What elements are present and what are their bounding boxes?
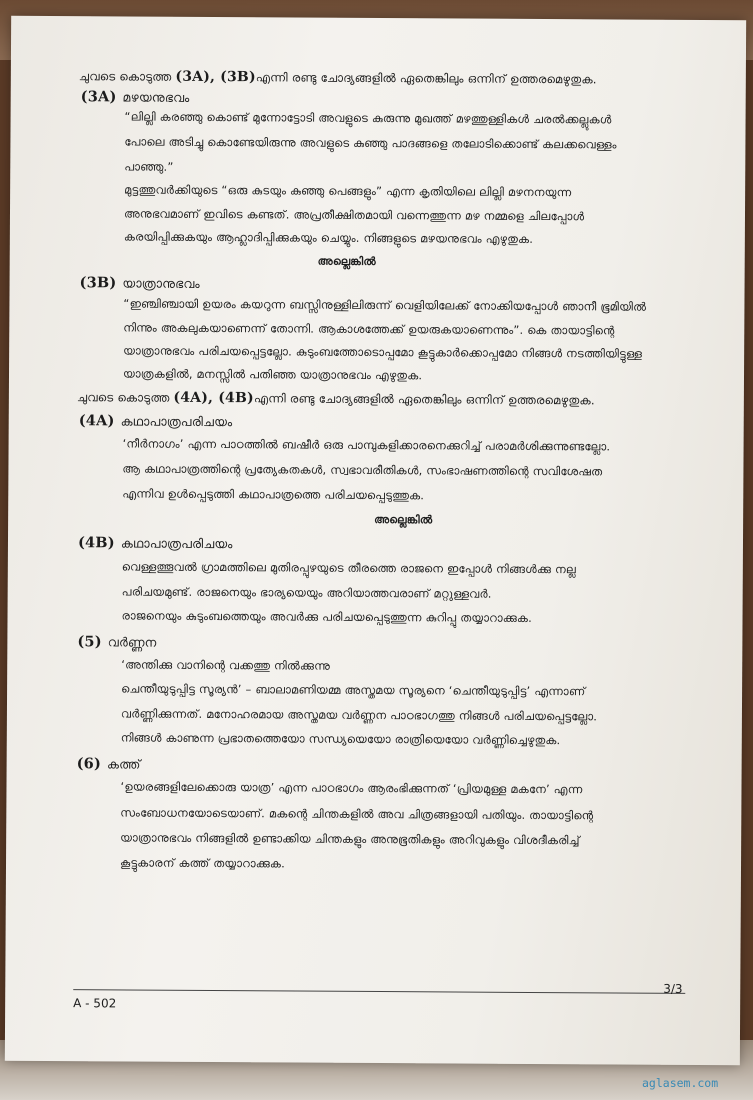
q3a-line: അനുഭവമാണ് ഇവിടെ കണ്ടത്. അപ്രതീക്ഷിതമായി വന്നെത്തുന്ന മഴ നമ്മളെ ചിലപ്പോൾ bbox=[123, 206, 585, 224]
question-title: കഥാപാത്രപരിചയം bbox=[120, 413, 233, 430]
instruction-3 bbox=[79, 68, 597, 87]
or-separator: അല്ലെങ്കിൽ bbox=[374, 512, 433, 527]
paper-code: A - 502 bbox=[73, 996, 117, 1011]
question-codes: (3A), (3B) bbox=[175, 68, 256, 86]
q6-line: ‘ഉയരങ്ങളിലേക്കൊരു യാത്ര’ എന്ന പാഠഭാഗം ആരംഭിക്കുന്നത് ‘പ്രിയമുള്ള മകനേ’ എന്ന bbox=[120, 779, 583, 797]
instruction-4 bbox=[77, 389, 595, 408]
page-number: 3/3 bbox=[663, 981, 683, 996]
q4b-line: വെള്ളത്തൂവൽ ഗ്രാമത്തിലെ മുതിരപ്പുഴയുടെ തീരത്തെ രാജനെ ഇപ്പോൾ നിങ്ങൾക്കു നല്ല bbox=[121, 559, 576, 577]
question-number: (3A) bbox=[80, 88, 117, 106]
question-codes: (4A), (4B) bbox=[173, 389, 254, 407]
q3b-line: നിന്നും അകലുകയാണെന്ന് തോന്നി. ആകാശത്തേക്ക് ഉയരുകയാണെന്നും”. കെ തായാട്ടിന്റെ bbox=[123, 320, 615, 338]
or-separator: അല്ലെങ്കിൽ bbox=[317, 254, 376, 268]
q3a-line: കരയിപ്പിക്കുകയും ആഹ്ലാദിപ്പിക്കുകയും ചെയ്യും. നിങ്ങളുടെ മഴയനുഭവം എഴുതുക. bbox=[123, 229, 534, 246]
q4a-line: ആ കഥാപാത്രത്തിന്റെ പ്രത്യേകതകൾ, സ്വഭാവരീതികൾ, സംഭാഷണത്തിന്റെ സവിശേഷത bbox=[122, 461, 603, 479]
question-number: (4A) bbox=[78, 412, 115, 430]
question-number: (3B) bbox=[79, 274, 117, 292]
question-title: യാത്രാനുഭവം bbox=[122, 275, 200, 291]
q3b-line: യാത്രാനുഭവം പരിചയപ്പെട്ടല്ലോ. കുടുംബത്തോടൊപ്പമോ കൂട്ടുകാർക്കൊപ്പമോ നിങ്ങൾ നടത്തിയിട്ടുള്ള bbox=[123, 343, 643, 361]
instruction-text: ചുവടെ കൊടുത്ത bbox=[76, 390, 174, 405]
q3b-line: “ഇഞ്ചിഞ്ചായി ഉയരം കയറുന്ന ബസ്സിനുള്ളിലിരുന്ന് വെളിയിലേക്ക് നോക്കിയപ്പോൾ ഞാനീ ഭൂമിയിൽ bbox=[123, 296, 647, 314]
footer-rule bbox=[73, 989, 685, 994]
question-title: വർണ്ണന bbox=[107, 634, 157, 650]
q6-line: കൂട്ടുകാരന് കത്ത് തയ്യാറാക്കുക. bbox=[119, 855, 286, 871]
q3a-line: പോലെ അടിച്ചു കൊണ്ടേയിരുന്നു അവളുടെ കുഞ്ഞു പാദങ്ങളെ തലോടിക്കൊണ്ട് കലക്കവെള്ളം bbox=[124, 134, 617, 152]
q4b-line: പരിചയമുണ്ട്. രാജനെയും ഭാര്യയെയും അറിയാത്തവരാണ് മറ്റുള്ളവർ. bbox=[121, 584, 492, 601]
question-number: (4B) bbox=[77, 534, 115, 552]
question-number: (6) bbox=[76, 755, 102, 773]
q5-line: വർണ്ണിക്കുന്നത്. മനോഹരമായ അസ്തമയ വർണ്ണന പാഠഭാഗത്തു നിങ്ങൾ പരിചയപ്പെട്ടല്ലോ. bbox=[120, 706, 598, 724]
watermark: aglasem.com bbox=[642, 1076, 719, 1090]
q3a-line: മുട്ടത്തുവർക്കിയുടെ “ഒരു കുടയും കുഞ്ഞു പെങ്ങളും” എന്ന കൃതിയിലെ ലില്ലി മഴനനയുന്ന bbox=[124, 182, 572, 200]
q5-line: നിങ്ങൾ കാണുന്ന പ്രഭാതത്തെയോ സന്ധ്യയെയോ രാത്രിയെയോ വർണ്ണിച്ചെഴുതുക. bbox=[120, 730, 561, 748]
question-6-heading bbox=[77, 755, 141, 772]
question-3b-heading bbox=[80, 274, 200, 292]
q3a-line: “ലില്ലി കരഞ്ഞു കൊണ്ട് മുന്നോട്ടോടി അവളുടെ കുരുന്നു മുഖത്ത് മഴത്തുള്ളികൾ ചരൽക്കല്ലുകൾ bbox=[124, 109, 612, 127]
q5-line: ‘അന്തിക്കു വാനിന്റെ വക്കത്തു നിൽക്കുന്നു bbox=[121, 657, 331, 673]
instruction-text: ചുവടെ കൊടുത്ത bbox=[78, 69, 176, 84]
question-5-heading bbox=[77, 633, 156, 650]
question-number: (5) bbox=[77, 633, 102, 651]
instruction-text: എന്നി രണ്ടു ചോദ്യങ്ങളിൽ ഏതെങ്കിലും ഒന്നിന് ഉത്തരമെഴുതുക. bbox=[255, 70, 597, 87]
q3b-line: യാത്രകളിൽ, മനസ്സിൽ പതിഞ്ഞ യാത്രാനുഭവം എഴുതുക. bbox=[122, 366, 423, 383]
q4a-line: എന്നിവ ഉൾപ്പെടുത്തി കഥാപാത്രത്തെ പരിചയപ്പെടുത്തുക. bbox=[122, 486, 425, 503]
q4b-line: രാജനെയും കുടുംബത്തെയും അവർക്കു പരിചയപ്പെടുത്തുന്ന കുറിപ്പു തയ്യാറാക്കുക. bbox=[121, 608, 533, 625]
question-4b-heading bbox=[78, 534, 233, 552]
exam-page bbox=[5, 16, 746, 1065]
question-3a-heading bbox=[81, 88, 190, 106]
instruction-text: എന്നി രണ്ടു ചോദ്യങ്ങളിൽ ഏതെങ്കിലും ഒന്നിന് ഉത്തരമെഴുതുക. bbox=[253, 391, 595, 408]
question-title: മഴയനുഭവം bbox=[122, 89, 190, 105]
q6-line: യാത്രാനുഭവം നിങ്ങളിൽ ഉണ്ടാക്കിയ ചിന്തകളും അനുഭൂതികളും അറിവുകളും വിശദീകരിച്ച് bbox=[120, 830, 580, 848]
question-title: കത്ത് bbox=[107, 756, 141, 772]
q5-line: ചെന്തീയുടുപ്പിട്ട സൂര്യൻ’ – ബാലാമണിയമ്മ അസ്തമയ സൂര്യനെ ‘ചെന്തീയുടുപ്പിട്ട’ എന്നാണ് bbox=[121, 681, 586, 699]
q4a-line: ‘നീർനാഗം’ എന്ന പാഠത്തിൽ ബഷീർ ഒരു പാമ്പുകളിക്കാരനെക്കുറിച്ച് പരാമർശിക്കുന്നുണ്ടല്ലോ. bbox=[122, 436, 611, 454]
question-title: കഥാപാത്രപരിചയം bbox=[120, 535, 233, 552]
q6-line: സംബോധനയോടെയാണ്. മകന്റെ ചിന്തകളിൽ അവ ചിത്രങ്ങളായി പതിയും. തായാട്ടിന്റെ bbox=[120, 805, 594, 823]
q3a-line: പാഞ്ഞു.” bbox=[124, 159, 174, 174]
question-4a-heading bbox=[79, 412, 233, 430]
